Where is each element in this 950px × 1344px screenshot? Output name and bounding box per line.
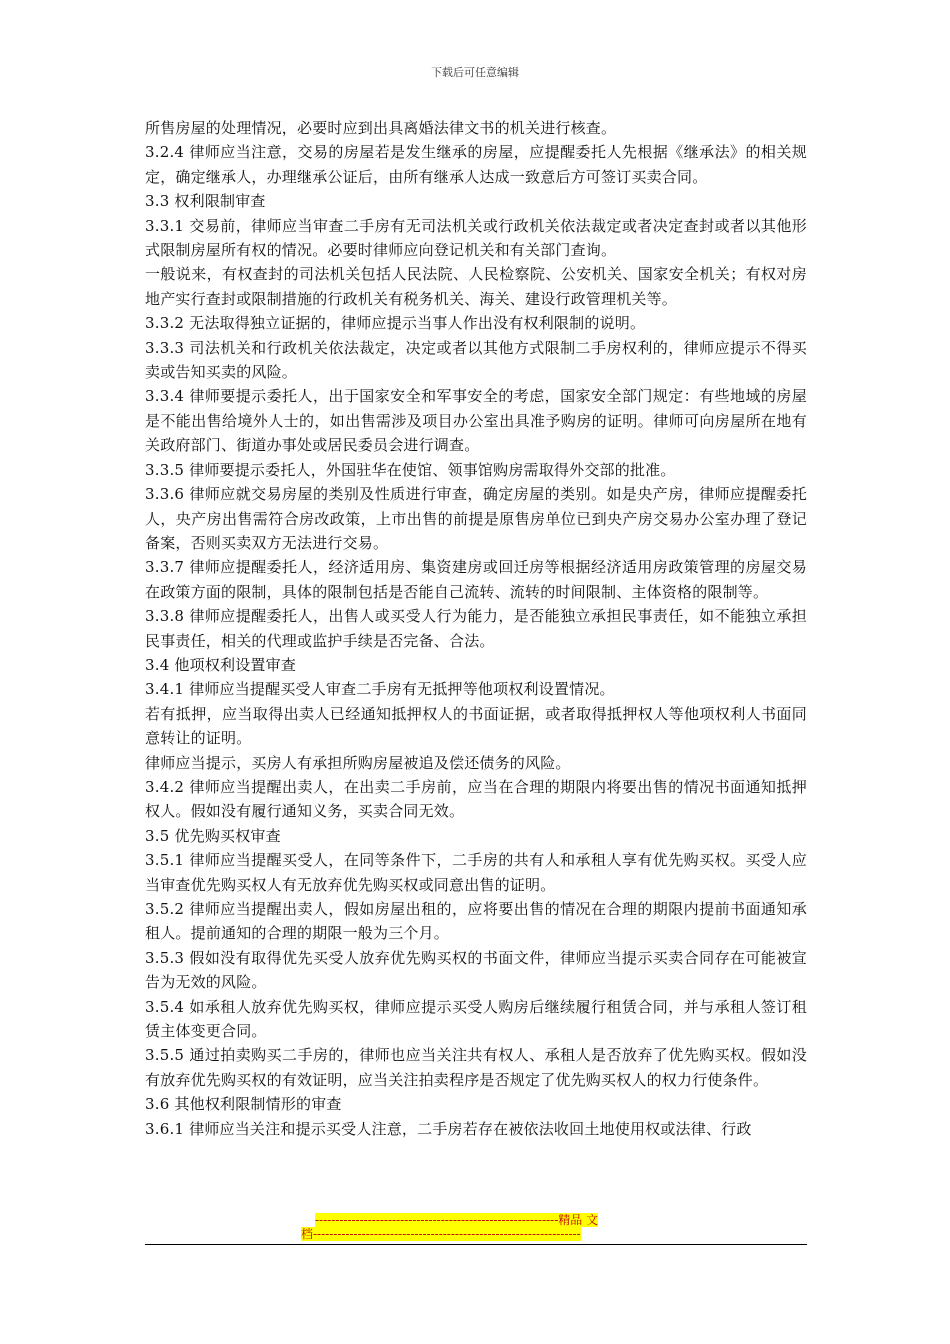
paragraph: 若有抵押，应当取得出卖人已经通知抵押权人的书面证据，或者取得抵押权人等他项权利人书面同意转让的证明。 — [145, 704, 807, 748]
paragraph: 3.5.3 假如没有取得优先买受人放弃优先购买权的书面文件，律师应当提示买卖合同存在可能被宣告为无效的风险。 — [145, 948, 807, 992]
paragraph: 3.4.2 律师应当提醒出卖人，在出卖二手房前，应当在合理的期限内将要出售的情况书面通知抵押权人。假如没有履行通知义务，买卖合同无效。 — [145, 777, 807, 821]
paragraph: 3.3.6 律师应就交易房屋的类别及性质进行审查，确定房屋的类别。如是央产房，律师应提醒委托人，央产房出售需符合房改政策，上市出售的前提是原售房单位已到央产房交易办公室办理了登记备案，否则买卖双方无法进行交易。 — [145, 485, 807, 552]
paragraph: 3.3.3 司法机关和行政机关依法裁定，决定或者以其他方式限制二手房权利的，律师应提示不得买卖或告知买卖的风险。 — [145, 338, 807, 382]
section-heading: 3.3 权利限制审查 — [145, 192, 266, 211]
footer-line-2: 档------------------------------------------------------------------ — [301, 1227, 581, 1241]
paragraph: 3.5.1 律师应当提醒买受人，在同等条件下，二手房的共有人和承租人享有优先购买权。买受人应当审查优先购买权人有无放弃优先购买权或同意出售的证明。 — [145, 851, 807, 894]
paragraph: 3.5.2 律师应当提醒出卖人，假如房屋出租的，应将要出售的情况在合理的期限内提前书面通知承租人。提前通知的合理的期限一般为三个月。 — [145, 900, 807, 943]
paragraph: 律师应当提示，买房人有承担所购房屋被追及偿还债务的风险。 — [145, 753, 571, 772]
paragraph: 3.5.5 通过拍卖购买二手房的，律师也应当关注共有权人、承租人是否放弃了优先购买权。假如没有放弃优先购买权的有效证明，应当关注拍卖程序是否规定了优先购买权人的权力行使条件。 — [145, 1046, 807, 1089]
paragraph: 一般说来，有权查封的司法机关包括人民法院、人民检察院、公安机关、国家安全机关；有权对房地产实行查封或限制措施的行政机关有税务机关、海关、建设行政管理机关等。 — [145, 265, 807, 308]
document-body — [145, 116, 807, 1141]
paragraph: 3.3.5 律师要提示委托人，外国驻华在使馆、领事馆购房需取得外交部的批准。 — [145, 460, 676, 479]
paragraph: 3.6.1 律师应当关注和提示买受人注意，二手房若存在被依法收回土地使用权或法律、行政 — [145, 1119, 752, 1138]
paragraph: 3.4.1 律师应当提醒买受人审查二手房有无抵押等他项权利设置情况。 — [145, 680, 615, 699]
section-heading: 3.4 他项权利设置审查 — [145, 655, 297, 674]
paragraph: 3.5.4 如承租人放弃优先购买权，律师应提示买受人购房后继续履行租赁合同，并与承租人签订租赁主体变更合同。 — [145, 997, 807, 1041]
page-header: 下载后可任意编辑 — [431, 66, 519, 79]
paragraph: 3.3.7 律师应提醒委托人，经济适用房、集资建房或回迁房等根据经济适用房政策管理的房屋交易在政策方面的限制，具体的限制包括是否能自己流转、流转的时间限制、主体资格的限制等。 — [145, 558, 807, 601]
paragraph: 3.2.4 律师应当注意，交易的房屋若是发生继承的房屋，应提醒委托人先根据《继承法》的相关规定，确定继承人，办理继承公证后，由所有继承人达成一致意后方可签订买卖合同。 — [145, 143, 807, 186]
paragraph: 3.3.8 律师应提醒委托人，出售人或买受人行为能力，是否能独立承担民事责任，如不能独立承担民事责任，相关的代理或监护手续是否完备、合法。 — [145, 607, 807, 650]
paragraph: 3.3.1 交易前，律师应当审查二手房有无司法机关或行政机关依法裁定或者决定查封或者以其他形式限制房屋所有权的情况。必要时律师应向登记机关和有关部门查询。 — [145, 216, 807, 260]
paragraph: 3.3.2 无法取得独立证据的，律师应提示当事人作出没有权利限制的说明。 — [145, 314, 646, 333]
paragraph: 3.3.4 律师要提示委托人，出于国家安全和军事安全的考虑，国家安全部门规定：有些地域的房屋是不能出售给境外人士的，如出售需涉及项目办公室出具准予购房的证明。律师可向房屋所在地有关政府部门、街道办事处或居民委员会进行调查。 — [145, 387, 807, 455]
footer-divider — [145, 1244, 807, 1245]
section-heading: 3.5 优先购买权审查 — [145, 826, 281, 845]
footer-banner — [145, 1213, 807, 1241]
section-heading: 3.6 其他权利限制情形的审查 — [145, 1095, 342, 1114]
paragraph: 所售房屋的处理情况，必要时应到出具离婚法律文书的机关进行核查。 — [145, 119, 617, 137]
footer-line-1: ------------------------------------------------------------精品 文 — [315, 1213, 599, 1227]
